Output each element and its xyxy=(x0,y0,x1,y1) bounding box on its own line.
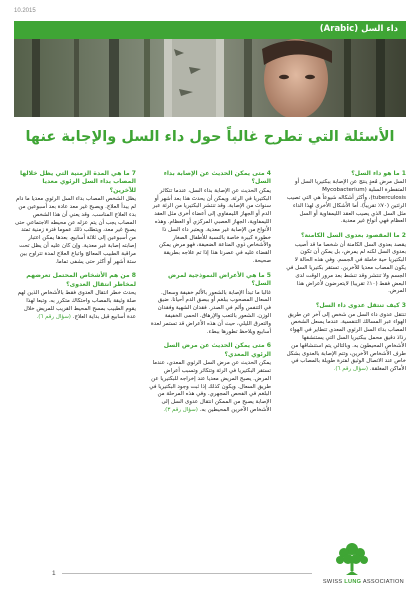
question-7-answer: يظل الشخص المصاب بداء السل الرئوي معديا ما دام لم يبدأ العلاج. ويصبح غير معد عادة بعد أسبوعين من بدء العلاج المناسب. وقد يعني أن هذا الشخص المصاب يجب أن يتم عزله عن محيطه الاجتماعي حتى يصبح غير معد، ويتطلب ذلك عموما فترة زمنية تمتد من أسبوعين إلى ثلاثة أسابيع. بعدها يمكن اعتبار إصابته إصابة غير معدية. وإن كان عليه أن يظل تحت مراقبة الطبيب المعالج واتباع العلاج لمدة تتراوح بين ستة أشهر أو أكثر حتى يشفى تماما. xyxy=(14,196,136,265)
org-name-part-1: SWISS xyxy=(322,579,345,585)
question-1-answer: السل مرض مُعدٍ ينتج عن الإصابة ببكتيريا السل أو المتفطرة السلية (Mycobacterium tuberculosis)، وأكثر أشكاله شيوعاً هي التي تصيب الرئتين (٧٠٪ تقريباً). أما الأشكال الأخرى لهذا الداء مثل السل الذي يصيب العقد الليمفاوية أو السل العظام فهي أنواع غير معدية. xyxy=(286,179,406,225)
column-middle xyxy=(149,170,271,421)
question-3-answer-block xyxy=(284,312,406,374)
question-3-reference: (سؤال رقم ٦). xyxy=(333,366,369,373)
question-6-heading: 6 متى يمكن الحديث عن مرض السل الرئوي المعدي؟ xyxy=(163,342,271,358)
header-photo xyxy=(14,39,406,117)
question-3-answer: تنتقل عدوى داء السل من شخص إلى آخر عن طريق الهواء عبر المسالك التنفسية. عندما يسعل الشخص المصاب بداء السل الرئوي المعدي تتطاير في الهواء رذاذ دقيق محمل ببكتيريا السل التي يستنشقها الأشخاص المحيطون به. وبالتالي يتم استنشاقها من طرف الأشخاص الآخرين، وتتم الإصابة بالعدوى بشكل خاص عند الاتصال الوثيق لفترة طويلة بالمصاب في الأماكن المغلقة. xyxy=(286,311,406,373)
org-name-part-3: ASSOCIATION xyxy=(361,579,404,585)
question-6-reference: (سؤال رقم ٣). xyxy=(163,406,198,413)
page-title: الأسئلة التي تطرح غالباً حول داء السل والإجابة عنها xyxy=(25,129,395,145)
question-6-answer-block xyxy=(149,360,271,415)
page-number: 1 xyxy=(52,570,56,577)
header-banner xyxy=(14,21,406,117)
question-4-answer: يمكن الحديث عن الإصابة بداء السل، عندما تتكاثر البكتيريا في الرئة. ويمكن أن يحدث هذا بعد أشهر أو سنوات من الإصابة. وقد تنتشر البكتيريا من الرئة عبر الدم أو الجهاز الليمفاوي إلى أعضاء أخرى مثل العقد الليمفاوية، الجهاز العصبي المركزي أو العظام. وهذه الأنواع من الإصابة غير معدية. ويعتبر داء السل ذا خطورة كبيرة خاصة بالنسبة للأطفال الصغار والأشخاص ذوي المناعة الضعيفة، فهو مرض يمكن القضاء عليه في عصرنا هذا إذا تم علاجه بطريقة صحيحة. xyxy=(152,187,271,264)
question-8-answer-block xyxy=(14,290,136,321)
document-date: 10.2015 xyxy=(14,8,36,14)
question-2-answer: يقصد بعدوى السل الكامنة أن شخصا ما قد أصيب بعدوى السل لكنه لم يمرض، بل يمكن أن تكون البكتيريا حية خاملة في الجسم. وفي هذه الحالة لا يكون المصاب معديا للآخرين. تستقر بكتيريا السل في الجسم ولا تنتشر وقد تنشط بعد مرور الوقت لدى البعض فقط (١٠٪ تقريبا) لايتعرضون لأعراض هذا المرض. xyxy=(286,241,406,295)
question-5-heading: 5 ما هي الأعراض النموذجية لمرض السل؟ xyxy=(167,271,271,288)
question-7-heading: 7 ما هي المدة الزمنية التي يظل خلالها المصاب بداء السل الرئوي معديا للآخرين؟ xyxy=(19,170,136,194)
org-name-part-2: LUNG xyxy=(344,579,362,585)
organization-name xyxy=(323,579,404,585)
question-5-answer: غالبا ما تبدأ الإصابة بالشعور بالألم خفيفة وسعال. السعال المصحوب ببلغم أو ببصق الدم أحيانا. ضيق في التنفس وألم في الصدر. فقدان الشهية وفقدان الوزن. الشعور بالتعب والإرهاق. الحمى الخفيفة والتعرق الليلي، حيث أن هذه الأعراض قد تستمر لعدة أسابيع ويلاحظ تطورها ببطء. xyxy=(150,289,271,335)
question-8-heading: 8 من هم الأشخاص المحتمل تعرضهم لمخاطر انتقال العدوى؟ xyxy=(26,272,136,288)
column-left xyxy=(14,170,136,327)
footer-divider xyxy=(62,573,312,574)
question-1-heading: 1 ما هو داء السل؟ xyxy=(351,170,406,177)
column-right xyxy=(284,170,406,380)
question-3-heading: 3 كيف تنتقل عدوى داء السل؟ xyxy=(315,302,406,310)
question-8-answer: يحدث خطر انتقال العدوى فقط بالأشخاص الذين لهم صلة وثيقة بالمصاب واحتكاك متكرر به. وتبعا لهذا يقوم الطبيب بمسح المحيط القريب للمريض خلال عدة أسابيع قبل بداية العلاج. xyxy=(17,290,136,320)
question-2-heading: 2 ما المقصود بعدوى السل الكامنة؟ xyxy=(300,232,406,240)
header-band-title: داء السل (Arabic) xyxy=(319,24,398,34)
tree-logo-icon xyxy=(304,539,400,583)
question-6-answer: يمكن الحديث عن مرض السل الرئوي المعدي، عندما تستقر البكتيريا في الرئة وتتكاثر وتسبب أعراض المرض. يصبح المريض معديا عند إخراجه للبكتيريا عن طريق السعال. ويكون كذلك إذا ثبت وجود البكتيريا في البلغم في الفحص المجهري. وفي هذه المرحلة من الإصابة يصبح من الممكن انتقال عدوى السل إلى الأشخاص الآخرين المحيطين به. xyxy=(149,360,271,413)
question-4-heading: 4 متى يمكن الحديث عن الإصابة بداء السل؟ xyxy=(163,170,271,186)
question-8-reference: (سؤال رقم ٦). xyxy=(36,313,71,320)
